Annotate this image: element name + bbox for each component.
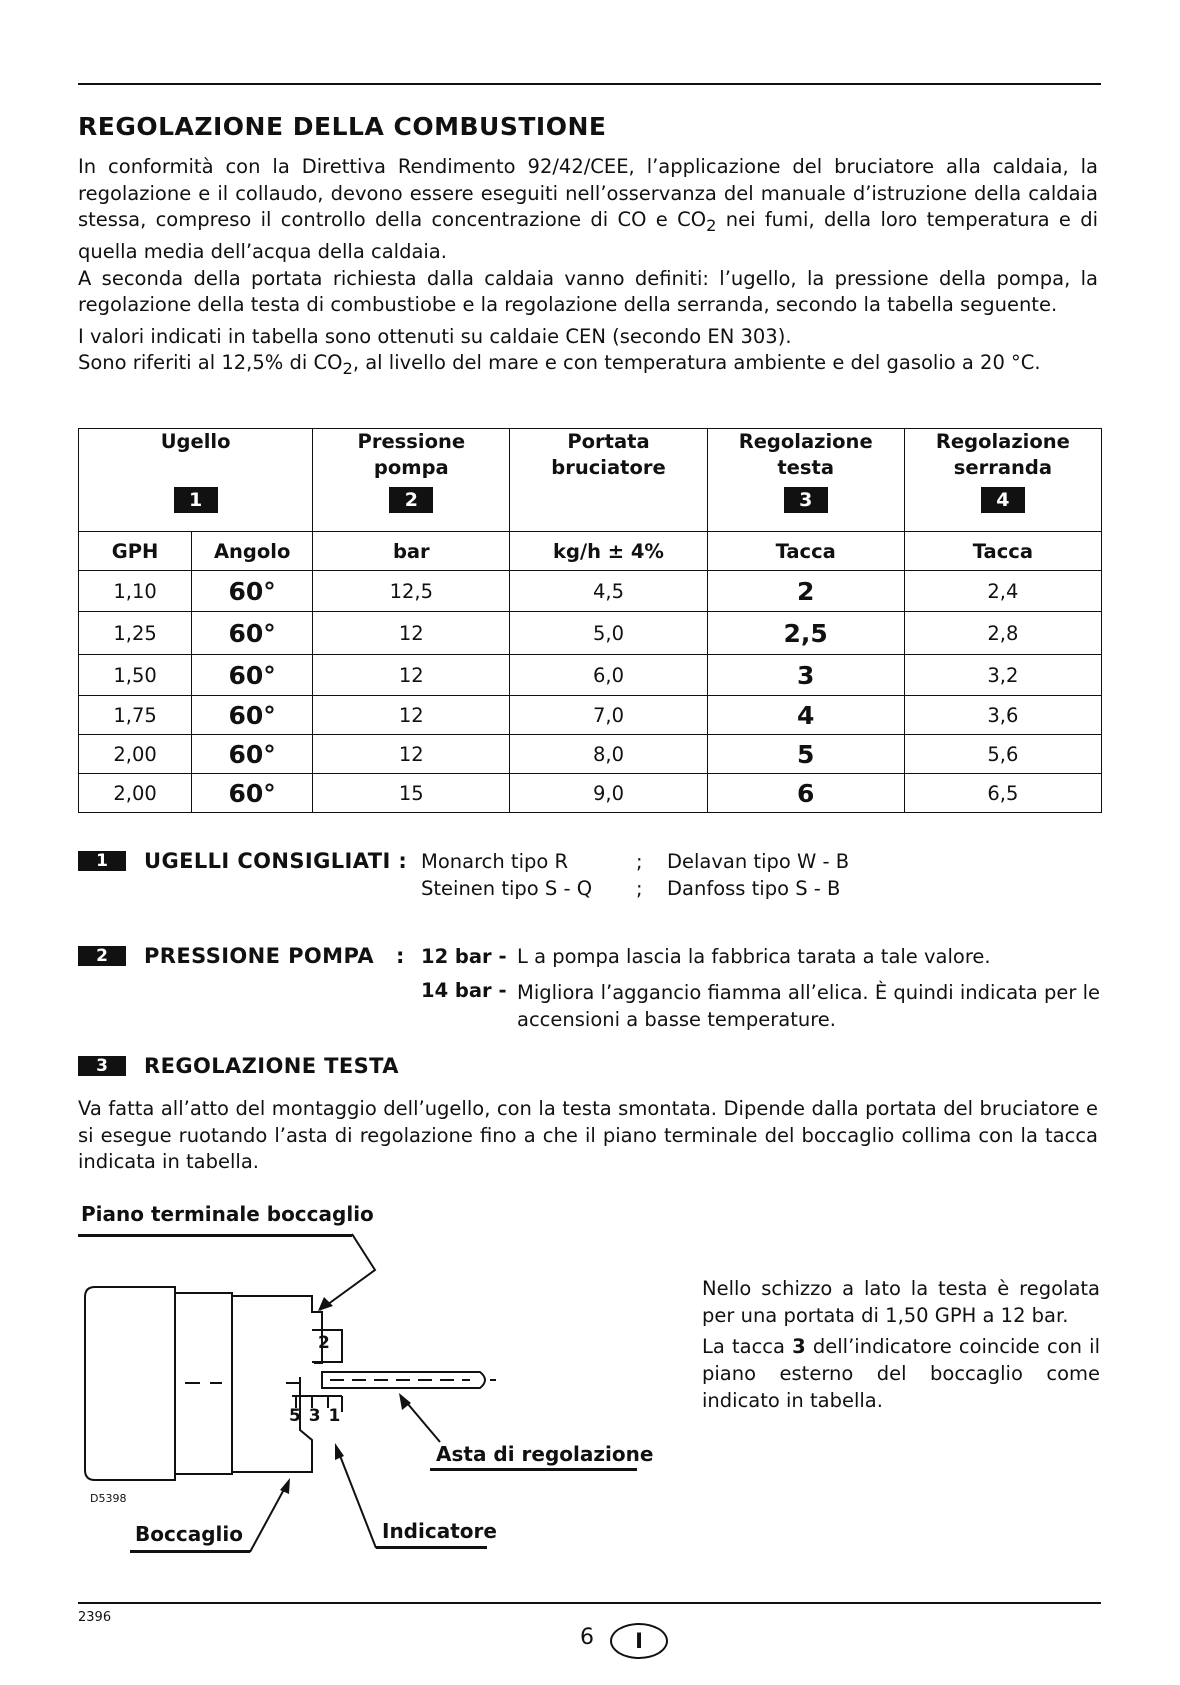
pressure-12-text: L a pompa lascia la fabbrica tarata a tale valore. xyxy=(517,945,991,968)
cell-tacca-testa: 5 xyxy=(707,735,904,774)
label-boccaglio-underline xyxy=(130,1550,250,1553)
section-3-badge: 3 xyxy=(78,1056,126,1076)
cell-tacca-testa: 4 xyxy=(707,696,904,735)
pressure-14-bar: 14 bar - xyxy=(421,979,507,1002)
label-indicatore-underline xyxy=(376,1546,487,1549)
cell-bar: 12 xyxy=(313,735,510,774)
document-code: 2396 xyxy=(78,1610,112,1625)
page-number: 6 xyxy=(580,1625,594,1650)
cell-portata: 8,0 xyxy=(510,735,707,774)
cell-portata: 7,0 xyxy=(510,696,707,735)
indicator-mark-top: 2 xyxy=(318,1333,330,1353)
cell-tacca-serranda: 3,6 xyxy=(904,696,1101,735)
cell-angolo: 60° xyxy=(192,774,313,813)
cell-tacca-testa: 2,5 xyxy=(707,612,904,655)
intro-paragraph-3: I valori indicati in tabella sono ottenuti su caldaie CEN (secondo EN 303). xyxy=(78,324,792,348)
section-1-title: UGELLI CONSIGLIATI : xyxy=(144,849,408,873)
section-3-text: Va fatta all’atto del montaggio dell’ugello, con la testa smontata. Dipende dalla portata del bruciatore e si esegue ruotando l’asta di regolazione fino a che il piano terminale del boccaglio collima con la tacca indicata in tabella. xyxy=(78,1097,1098,1173)
nozzle-separator: ; xyxy=(636,877,643,900)
cell-tacca-testa: 3 xyxy=(707,655,904,696)
label-indicatore: Indicatore xyxy=(382,1519,497,1543)
cell-tacca-serranda: 3,2 xyxy=(904,655,1101,696)
cell-bar: 12,5 xyxy=(313,571,510,612)
label-boccaglio: Boccaglio xyxy=(135,1522,243,1546)
label-piano-terminale: Piano terminale boccaglio xyxy=(81,1202,374,1226)
header-portata: Portata bruciatore xyxy=(510,429,707,532)
unit-cell: GPH xyxy=(79,532,192,571)
ugello-number-badge: 1 xyxy=(174,487,218,513)
label-asta: Asta di regolazione xyxy=(436,1442,654,1466)
cell-angolo: 60° xyxy=(192,571,313,612)
unit-cell: bar xyxy=(313,532,510,571)
cell-gph: 1,10 xyxy=(79,571,192,612)
cell-angolo: 60° xyxy=(192,655,313,696)
cell-tacca-serranda: 6,5 xyxy=(904,774,1101,813)
cell-portata: 6,0 xyxy=(510,655,707,696)
cell-tacca-serranda: 2,8 xyxy=(904,612,1101,655)
cell-tacca-testa: 2 xyxy=(707,571,904,612)
nozzle-danfoss: Danfoss tipo S - B xyxy=(667,877,841,900)
unit-cell: Tacca xyxy=(707,532,904,571)
unit-cell: kg/h ± 4% xyxy=(510,532,707,571)
nozzle-delavan: Delavan tipo W - B xyxy=(667,850,850,873)
nozzle-monarch: Monarch tipo R xyxy=(421,850,569,873)
cell-gph: 1,75 xyxy=(79,696,192,735)
cell-gph: 1,50 xyxy=(79,655,192,696)
section-2-badge: 2 xyxy=(78,946,126,966)
cell-tacca-serranda: 2,4 xyxy=(904,571,1101,612)
header-serranda: Regolazione serranda 4 xyxy=(904,429,1101,532)
unit-cell: Angolo xyxy=(192,532,313,571)
cell-angolo: 60° xyxy=(192,696,313,735)
section-2-colon: : xyxy=(396,944,405,968)
nozzle-separator: ; xyxy=(636,850,643,873)
cell-angolo: 60° xyxy=(192,735,313,774)
cell-bar: 12 xyxy=(313,655,510,696)
sketch-description-1: Nello schizzo a lato la testa è regolata per una portata di 1,50 GPH a 12 bar. xyxy=(702,1277,1100,1327)
indicator-marks-bottom: 5 3 1 xyxy=(289,1406,342,1426)
cell-gph: 2,00 xyxy=(79,774,192,813)
header-ugello: Ugello 1 xyxy=(79,429,313,532)
sketch-description xyxy=(702,1275,1100,1418)
cell-portata: 4,5 xyxy=(510,571,707,612)
section-3-title: REGOLAZIONE TESTA xyxy=(144,1054,399,1078)
pressure-12-bar: 12 bar - xyxy=(421,945,507,968)
cell-bar: 15 xyxy=(313,774,510,813)
label-asta-underline xyxy=(430,1468,637,1471)
cell-tacca-testa: 6 xyxy=(707,774,904,813)
intro-paragraph-2: A seconda della portata richiesta dalla caldaia vanno definiti: l’ugello, la pressione della pompa, la regolazione della testa di combustiobe e la regolazione della serranda, secondo la tabella seguente. xyxy=(78,266,1098,317)
bottom-rule xyxy=(78,1602,1101,1604)
intro-paragraph-4: Sono riferiti al 12,5% di $CO_2$, al livello del mare e con temperatura ambiente e del gasolio a 20 °C. xyxy=(78,351,1041,379)
cell-angolo: 60° xyxy=(192,612,313,655)
cell-gph: 2,00 xyxy=(79,735,192,774)
cell-portata: 9,0 xyxy=(510,774,707,813)
page-title: REGOLAZIONE DELLA COMBUSTIONE xyxy=(78,112,607,141)
cell-portata: 5,0 xyxy=(510,612,707,655)
header-pressione: Pressione pompa 2 xyxy=(313,429,510,532)
unit-cell: Tacca xyxy=(904,532,1101,571)
testa-number-badge: 3 xyxy=(784,487,828,513)
figure-code: D5398 xyxy=(90,1492,127,1505)
cell-bar: 12 xyxy=(313,612,510,655)
section-2-title: PRESSIONE POMPA xyxy=(144,944,374,968)
cell-tacca-serranda: 5,6 xyxy=(904,735,1101,774)
header-testa: Regolazione testa 3 xyxy=(707,429,904,532)
cell-gph: 1,25 xyxy=(79,612,192,655)
nozzle-steinen: Steinen tipo S - Q xyxy=(421,877,593,900)
cell-bar: 12 xyxy=(313,696,510,735)
serranda-number-badge: 4 xyxy=(981,487,1025,513)
section-1-badge: 1 xyxy=(78,851,126,871)
sketch-description-2: La tacca 3 dell’indicatore coincide con il piano esterno del boccaglio come indicato in tabella. xyxy=(702,1335,1100,1412)
language-badge: I xyxy=(610,1623,668,1659)
intro-paragraph-1: In conformità con la Direttiva Rendimento 92/42/CEE, l’applicazione del bruciatore alla caldaia, la regolazione e il collaudo, devono essere eseguiti nell’osservanza del manuale d’istruzione della caldaia stessa, compreso il controllo della concentrazione di CO e $CO_2$ nei fumi, della loro temperatura e di quella media dell’acqua della caldaia. xyxy=(78,155,1098,264)
pressure-14-text: Migliora l’aggancio fiamma all’elica. È quindi indicata per le accensioni a basse temperature. xyxy=(517,981,1100,1031)
pressione-number-badge: 2 xyxy=(389,487,433,513)
